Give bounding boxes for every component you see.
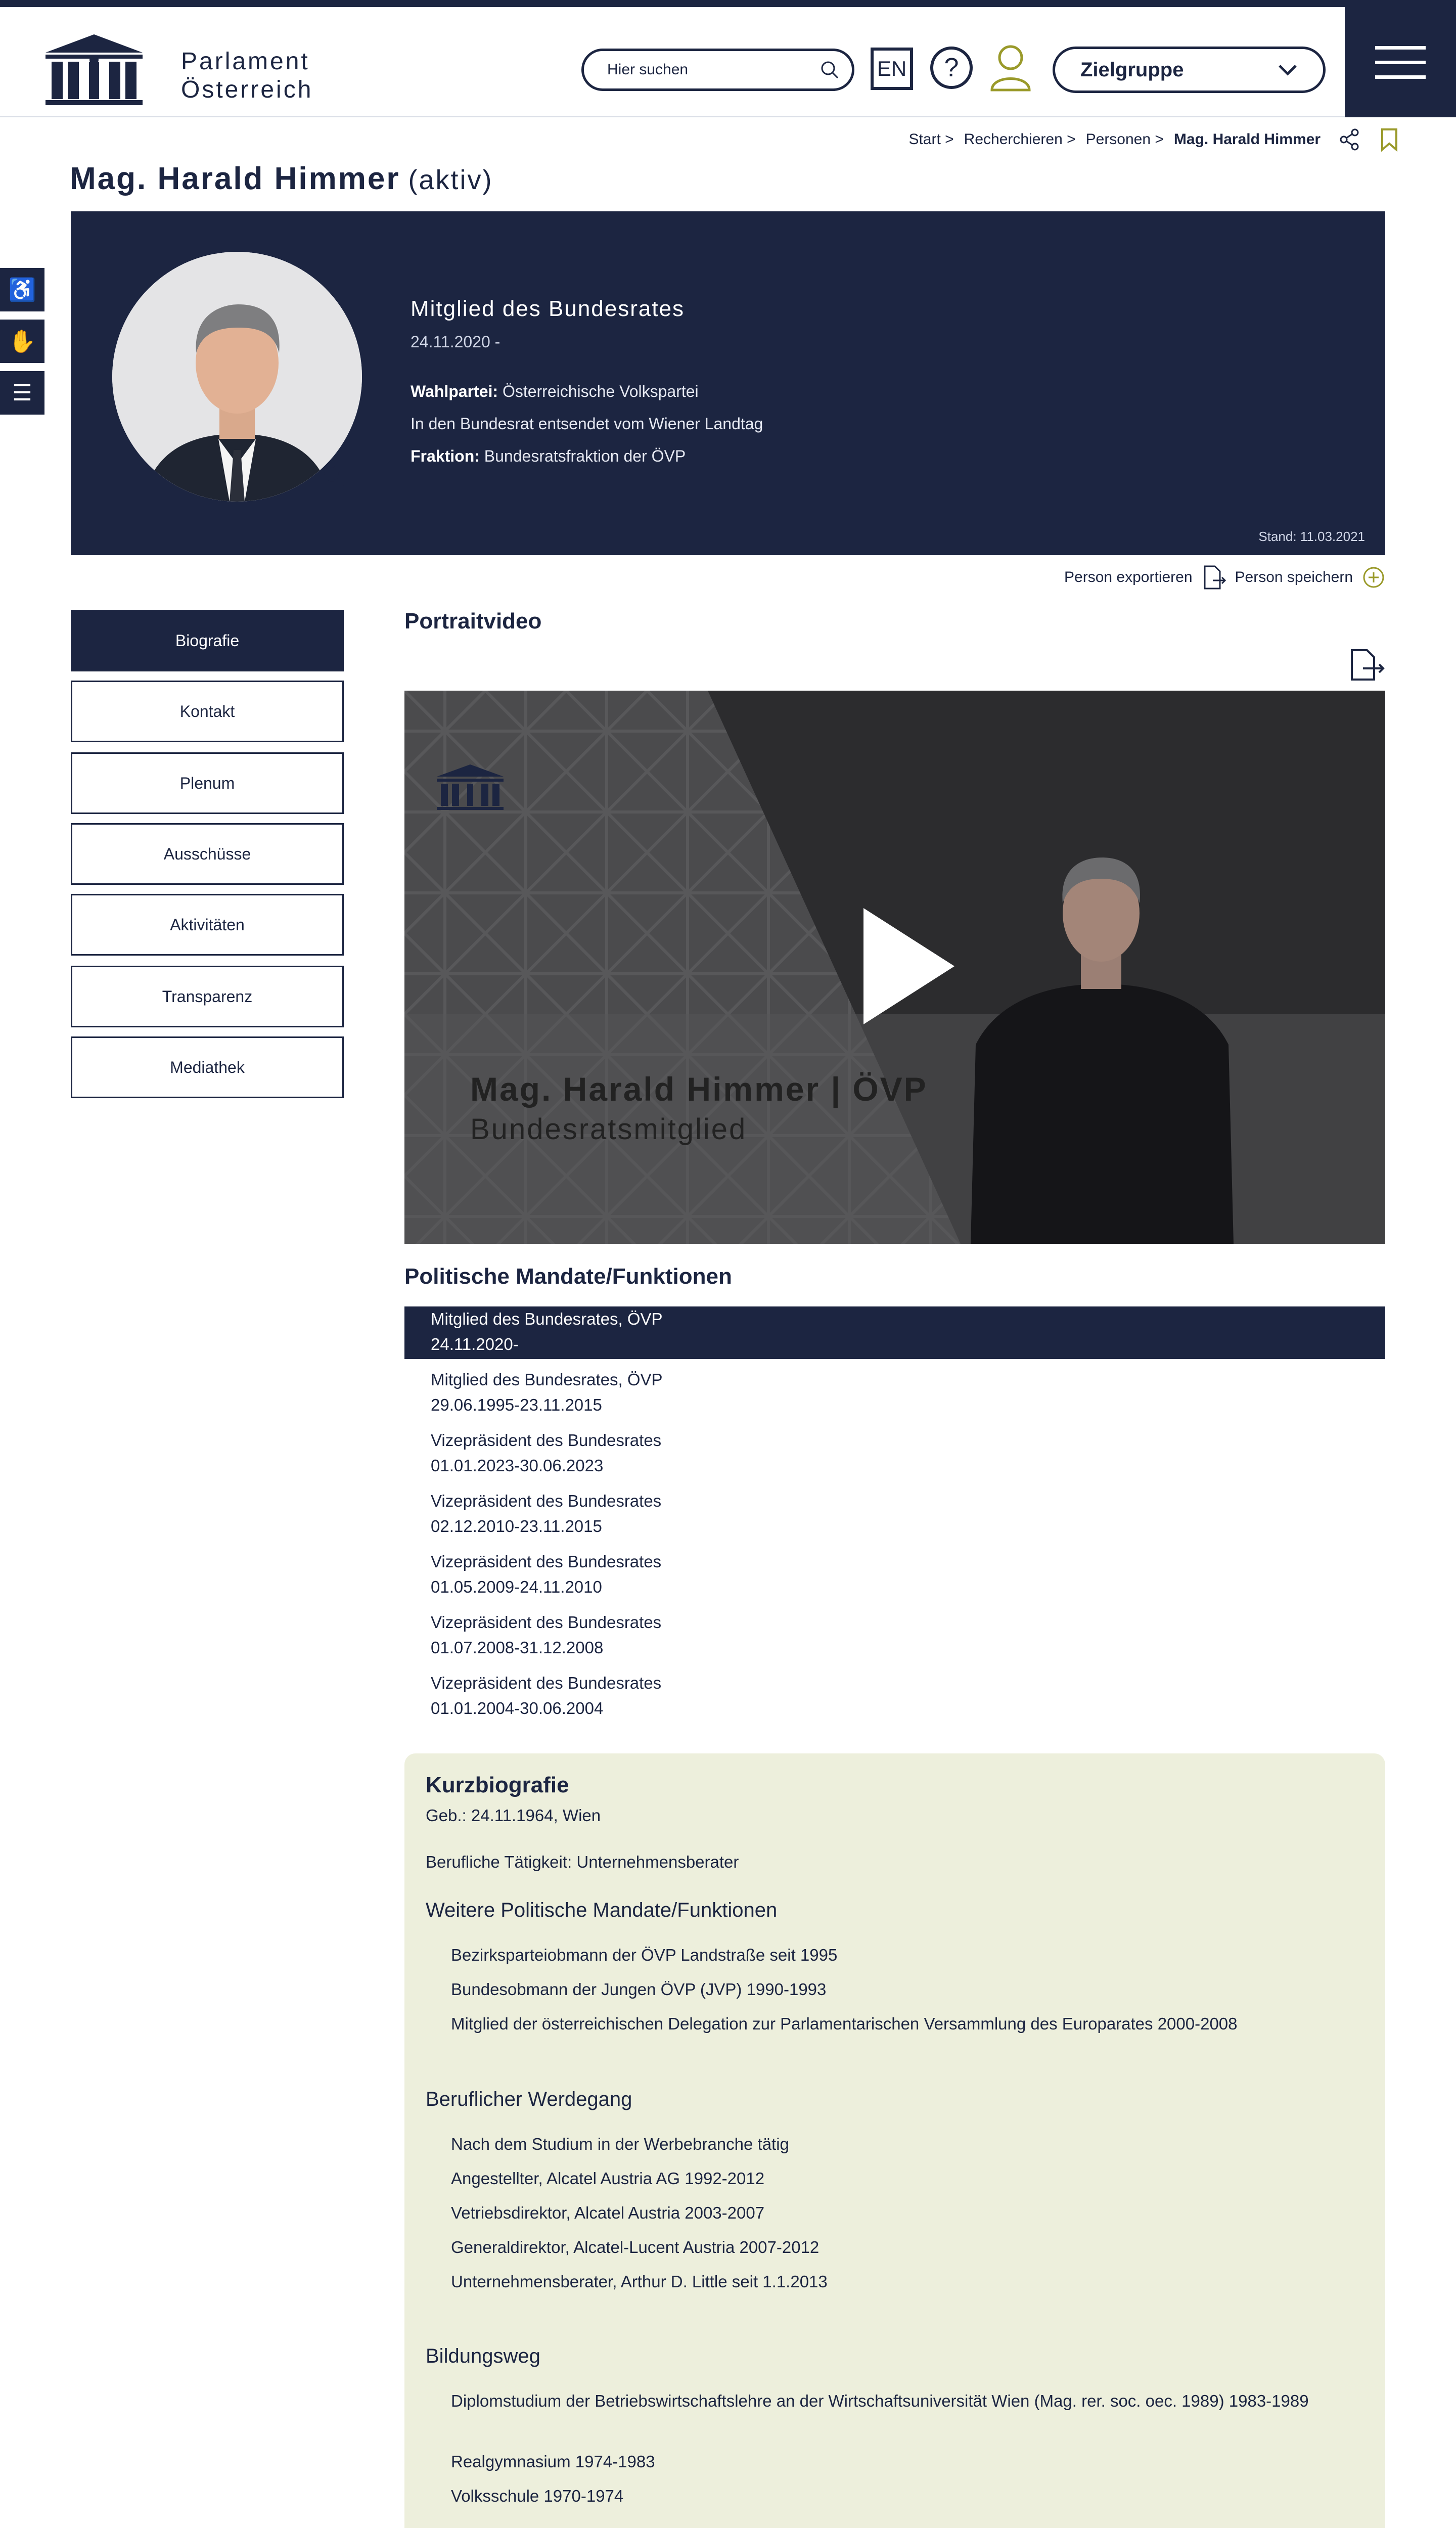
breadcrumb-personen[interactable]: Personen > — [1085, 131, 1164, 148]
easy-language-icon[interactable]: ☰ — [0, 371, 44, 415]
chevron-down-icon — [1278, 64, 1298, 76]
site-name[interactable] — [181, 48, 313, 104]
export-person-link[interactable]: Person exportieren — [1064, 569, 1193, 585]
mandate-date: 24.11.2020- — [431, 1335, 519, 1353]
site-name-line1: Parlament — [181, 48, 310, 75]
site-name-line2: Österreich — [181, 76, 313, 103]
party-value: Österreichische Volkspartei — [502, 382, 699, 400]
mandate-date: 01.05.2009-24.11.2010 — [431, 1577, 602, 1596]
bio-further-item: Bezirksparteiobmann der ÖVP Landstraße seit 1995 — [451, 1946, 838, 1964]
breadcrumb — [908, 127, 1399, 152]
bio-career-item: Unternehmensberater, Arthur D. Little seit 1.1.2013 — [451, 2272, 828, 2291]
search-icon[interactable] — [820, 60, 840, 80]
target-group-select[interactable] — [1053, 47, 1326, 93]
mandate-label: Mitglied des Bundesrates, ÖVP — [431, 1370, 663, 1389]
nav-ausschuesse[interactable]: Ausschüsse — [71, 823, 344, 885]
bio-job: Berufliche Tätigkeit: Unternehmensberater — [426, 1853, 739, 1871]
accessibility-icon[interactable]: ♿ — [0, 268, 44, 311]
nav-mediathek[interactable]: Mediathek — [71, 1036, 344, 1098]
bookmark-icon[interactable] — [1379, 127, 1399, 152]
hamburger-line — [1375, 46, 1426, 50]
video-title-line1: Mag. Harald Himmer | ÖVP — [470, 1070, 928, 1108]
language-switch-button[interactable]: EN — [871, 48, 913, 90]
mandate-date: 02.12.2010-23.11.2015 — [431, 1517, 602, 1536]
user-icon[interactable] — [988, 42, 1033, 93]
mandate-date: 29.06.1995-23.11.2015 — [431, 1395, 602, 1414]
hamburger-line — [1375, 61, 1426, 64]
export-icon[interactable] — [1202, 564, 1226, 591]
mandate-date: 01.07.2008-31.12.2008 — [431, 1638, 604, 1657]
video-export-icon[interactable] — [1348, 647, 1385, 683]
help-icon[interactable]: ? — [930, 47, 973, 89]
mandate-item — [404, 1488, 1385, 1541]
party-label: Wahlpartei: — [411, 382, 498, 400]
faction-line — [411, 447, 686, 466]
nav-plenum[interactable]: Plenum — [71, 752, 344, 814]
save-person-link[interactable]: Person speichern — [1235, 569, 1353, 585]
bio-title: Kurzbiografie — [426, 1773, 569, 1797]
nav-kontakt[interactable]: Kontakt — [71, 681, 344, 742]
nav-biografie[interactable]: Biografie — [71, 610, 344, 671]
person-role: Mitglied des Bundesrates — [411, 296, 685, 321]
portrait-video-player[interactable] — [404, 691, 1385, 1244]
bio-further-item: Mitglied der österreichischen Delegation zur Parlamentarischen Versammlung des Europarates 2000-2008 — [451, 2014, 1238, 2033]
mandate-item — [404, 1367, 1385, 1420]
mandate-date: 01.01.2004-30.06.2004 — [431, 1699, 604, 1718]
bio-career-item: Angestellter, Alcatel Austria AG 1992-2012 — [451, 2169, 765, 2188]
person-name: Mag. Harald Himmer — [70, 161, 400, 196]
portrait-video-title: Portraitvideo — [404, 609, 542, 634]
mandate-label: Vizepräsident des Bundesrates — [431, 1552, 662, 1571]
nav-transparenz[interactable]: Transparenz — [71, 966, 344, 1027]
mandate-label: Vizepräsident des Bundesrates — [431, 1492, 662, 1510]
mandate-item — [404, 1549, 1385, 1602]
mandate-label: Vizepräsident des Bundesrates — [431, 1613, 662, 1632]
hamburger-line — [1375, 75, 1426, 79]
target-group-label: Zielgruppe — [1080, 58, 1184, 81]
bio-education-item: Realgymnasium 1974-1983 — [451, 2452, 655, 2471]
bio-further-title: Weitere Politische Mandate/Funktionen — [426, 1899, 778, 1921]
bio-education-title: Bildungsweg — [426, 2345, 540, 2367]
mandate-label: Mitglied des Bundesrates, ÖVP — [431, 1310, 663, 1328]
video-poster — [404, 691, 1385, 1244]
bio-born: Geb.: 24.11.1964, Wien — [426, 1806, 601, 1825]
mandate-label: Vizepräsident des Bundesrates — [431, 1431, 662, 1450]
mandate-item — [404, 1671, 1385, 1723]
nav-aktivitaeten[interactable]: Aktivitäten — [71, 894, 344, 956]
person-hero — [71, 211, 1385, 555]
sign-language-icon[interactable]: ✋ — [0, 320, 44, 363]
page-title — [70, 161, 493, 197]
zoom-in-icon[interactable] — [323, 464, 346, 492]
faction-label: Fraktion: — [411, 447, 480, 465]
party-line — [411, 382, 699, 401]
mandate-item — [404, 1610, 1385, 1662]
mandate-item — [404, 1428, 1385, 1480]
bio-further-item: Bundesobmann der Jungen ÖVP (JVP) 1990-1993 — [451, 1980, 827, 1999]
bio-education-item: Diplomstudium der Betriebswirtschaftslehre an der Wirtschaftsuniversität Wien (Mag. rer. soc. oec. 1989) 1983-1989 — [451, 2391, 1309, 2410]
parliament-logo-icon[interactable] — [42, 31, 146, 107]
bio-career-item: Nach dem Studium in der Werbebranche tätig — [451, 2135, 789, 2153]
faction-value: Bundesratsfraktion der ÖVP — [484, 447, 686, 465]
bio-career-title: Beruflicher Werdegang — [426, 2088, 632, 2110]
mandate-label: Vizepräsident des Bundesrates — [431, 1674, 662, 1692]
person-status: (aktiv) — [408, 165, 493, 195]
breadcrumb-start[interactable]: Start > — [908, 131, 954, 148]
top-accent-line — [0, 0, 1456, 7]
short-biography — [404, 1753, 1385, 2528]
bio-education-item: Volksschule 1970-1974 — [451, 2487, 624, 2505]
mandate-date: 01.01.2023-30.06.2023 — [431, 1456, 604, 1475]
person-since: 24.11.2020 - — [411, 333, 500, 351]
add-circle-icon[interactable] — [1362, 566, 1385, 589]
breadcrumb-current: Mag. Harald Himmer — [1173, 131, 1321, 148]
breadcrumb-recherchieren[interactable]: Recherchieren > — [964, 131, 1076, 148]
share-icon[interactable] — [1339, 128, 1361, 151]
person-actions — [1064, 564, 1385, 591]
site-header — [0, 7, 1456, 117]
menu-button[interactable] — [1345, 7, 1456, 117]
mandate-item — [404, 1306, 1385, 1359]
bio-career-item: Generaldirektor, Alcatel-Lucent Austria 2007-2012 — [451, 2238, 820, 2256]
mandates-title: Politische Mandate/Funktionen — [404, 1264, 732, 1289]
search-placeholder: Hier suchen — [607, 61, 689, 78]
search-input[interactable] — [581, 49, 854, 91]
stand-date: Stand: 11.03.2021 — [1258, 529, 1365, 544]
bio-career-item: Vetriebsdirektor, Alcatel Austria 2003-2007 — [451, 2203, 765, 2222]
video-title-line2: Bundesratsmitglied — [470, 1113, 747, 1146]
delegation-line: In den Bundesrat entsendet vom Wiener Landtag — [411, 415, 763, 433]
